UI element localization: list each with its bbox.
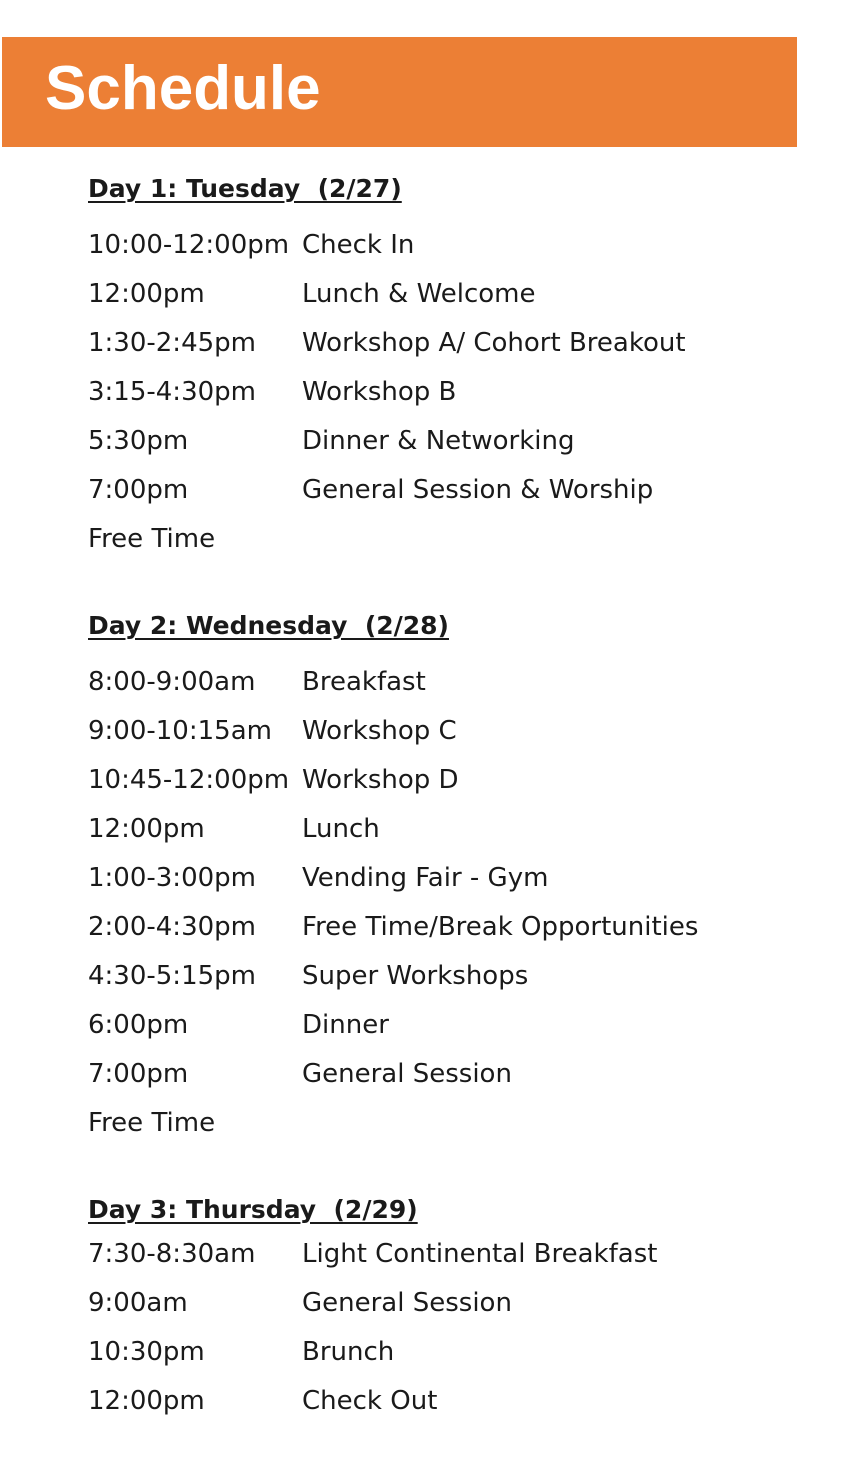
schedule-time: 8:00-9:00am <box>88 667 256 697</box>
day-heading: Day 2: Wednesday (2/28) <box>88 611 449 640</box>
schedule-row <box>88 1386 657 1416</box>
schedule-row <box>88 328 686 358</box>
schedule-row <box>88 1010 698 1040</box>
schedule-row <box>88 1239 657 1269</box>
day-heading: Day 3: Thursday (2/29) <box>88 1195 418 1224</box>
schedule-event: Vending Fair - Gym <box>302 863 549 893</box>
schedule-time: Free Time <box>88 524 216 554</box>
schedule-event: Workshop C <box>302 716 457 746</box>
schedule-event: Dinner & Networking <box>302 426 575 456</box>
day-heading: Day 1: Tuesday (2/27) <box>88 174 402 203</box>
schedule-time: 10:00-12:00pm <box>88 230 290 260</box>
schedule-time: 10:45-12:00pm <box>88 765 290 795</box>
schedule-row <box>88 524 686 554</box>
schedule-time: Free Time <box>88 1108 216 1138</box>
schedule-row <box>88 230 686 260</box>
schedule-time: 12:00pm <box>88 1386 205 1416</box>
schedule-time: 7:00pm <box>88 1059 189 1089</box>
schedule-event: Workshop A/ Cohort Breakout <box>302 328 686 358</box>
schedule-row <box>88 377 686 407</box>
schedule-row <box>88 1108 698 1138</box>
schedule-row <box>88 814 698 844</box>
schedule-time: 1:30-2:45pm <box>88 328 256 358</box>
schedule-row <box>88 426 686 456</box>
schedule-event: Check In <box>302 230 415 260</box>
schedule-row <box>88 716 698 746</box>
schedule-event: General Session <box>302 1059 512 1089</box>
schedule-time: 6:00pm <box>88 1010 189 1040</box>
schedule-row <box>88 475 686 505</box>
schedule-event: Brunch <box>302 1337 395 1367</box>
schedule-row <box>88 1059 698 1089</box>
schedule-time: 2:00-4:30pm <box>88 912 256 942</box>
schedule-event: Light Continental Breakfast <box>302 1239 658 1269</box>
schedule-event: Lunch & Welcome <box>302 279 536 309</box>
schedule-row <box>88 1288 657 1318</box>
schedule-time: 7:30-8:30am <box>88 1239 256 1269</box>
schedule-event: Lunch <box>302 814 380 844</box>
schedule-row <box>88 1337 657 1367</box>
schedule-time: 12:00pm <box>88 279 205 309</box>
schedule-row <box>88 667 698 697</box>
schedule-time: 4:30-5:15pm <box>88 961 256 991</box>
schedule-row <box>88 961 698 991</box>
schedule-event: Workshop B <box>302 377 457 407</box>
schedule-time: 3:15-4:30pm <box>88 377 256 407</box>
day-1-section <box>88 174 686 554</box>
schedule-time: 10:30pm <box>88 1337 205 1367</box>
schedule-time: 5:30pm <box>88 426 189 456</box>
schedule-row <box>88 912 698 942</box>
day-3-section <box>88 1195 657 1416</box>
schedule-event: Breakfast <box>302 667 426 697</box>
day-2-section <box>88 611 698 1138</box>
schedule-row <box>88 279 686 309</box>
schedule-event: Check Out <box>302 1386 438 1416</box>
schedule-row <box>88 765 698 795</box>
page-title: Schedule <box>45 54 321 123</box>
schedule-row <box>88 863 698 893</box>
schedule-time: 7:00pm <box>88 475 189 505</box>
schedule-time: 9:00am <box>88 1288 188 1318</box>
schedule-event: General Session <box>302 1288 512 1318</box>
schedule-event: Dinner <box>302 1010 389 1040</box>
schedule-time: 12:00pm <box>88 814 205 844</box>
schedule-time: 9:00-10:15am <box>88 716 272 746</box>
schedule-event: Super Workshops <box>302 961 529 991</box>
schedule-event: Free Time/Break Opportunities <box>302 912 699 942</box>
schedule-event: General Session & Worship <box>302 475 654 505</box>
schedule-time: 1:00-3:00pm <box>88 863 256 893</box>
schedule-event: Workshop D <box>302 765 459 795</box>
